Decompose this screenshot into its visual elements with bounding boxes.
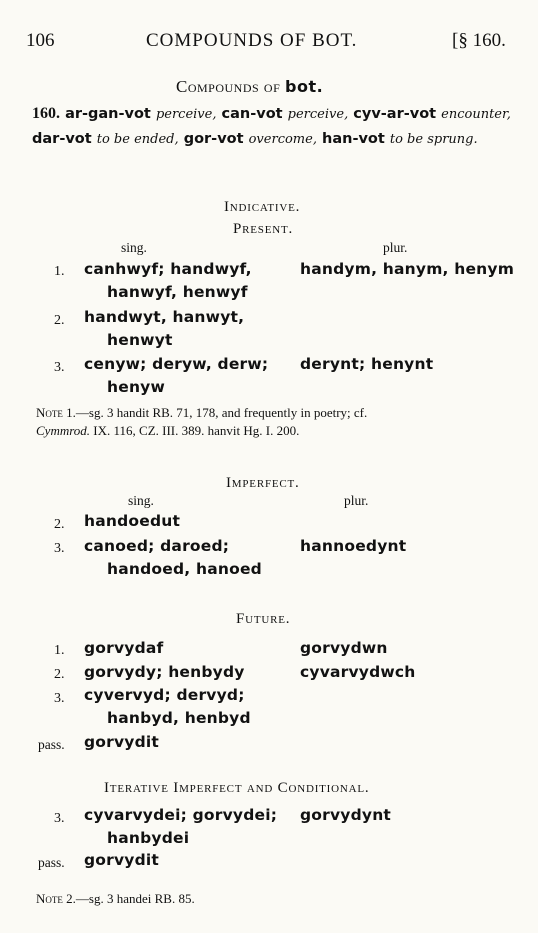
singular-form: canoed; daroed;: [84, 537, 230, 555]
section-title: [176, 77, 323, 97]
tense-heading-iterative: Iterative Imperfect and Conditional.: [104, 780, 370, 796]
person-number: 3.: [54, 811, 65, 826]
singular-form: handoedut: [84, 512, 181, 530]
plural-form: gorvydwn: [300, 639, 388, 657]
plural-form: handym, hanym, henym: [300, 260, 515, 278]
person-number: 1.: [54, 643, 65, 658]
compound-gloss: perceive,: [287, 107, 349, 122]
plural-form: gorvydynt: [300, 806, 392, 824]
note-2: [36, 890, 536, 908]
note-1: [36, 404, 536, 440]
compound-gloss: encounter,: [441, 107, 511, 122]
compound-form: ar-gan-vot: [65, 106, 151, 122]
singular-form-continued: hanwyf, henwyf: [107, 283, 248, 301]
person-number: 2.: [54, 667, 65, 682]
tense-heading-future: Future.: [236, 611, 291, 627]
plural-form: cyvarvydwch: [300, 663, 416, 681]
plural-form: hannoedynt: [300, 537, 407, 555]
passive-label: pass.: [38, 855, 65, 870]
note-text: —sg. 3 handit RB. 71, 178, and frequently in poetry; cf.: [75, 405, 368, 420]
note-citation-italic: Cymmrod.: [36, 423, 91, 438]
person-number: 3.: [54, 541, 65, 556]
singular-form: gorvydaf: [84, 639, 164, 657]
passive-form: gorvydit: [84, 733, 160, 751]
column-label-sing: sing.: [128, 493, 154, 508]
running-title: COMPOUNDS OF BOT.: [146, 30, 358, 51]
mood-heading: Indicative.: [224, 199, 301, 215]
column-label-plur: plur.: [344, 493, 369, 508]
singular-form-continued: handoed, hanoed: [107, 560, 262, 578]
note-label: Note 1.: [36, 405, 76, 420]
singular-form: cyvervyd; dervyd;: [84, 686, 245, 704]
singular-form: cyvarvydei; gorvydei;: [84, 806, 278, 824]
paragraph-number: 160.: [32, 105, 60, 122]
singular-form-continued: henwyt: [107, 331, 173, 349]
passive-label: pass.: [38, 737, 65, 752]
compound-gloss: to be ended,: [96, 132, 179, 147]
column-label-plur: plur.: [383, 240, 408, 255]
section-title-word: bot.: [285, 77, 324, 96]
compound-form: gor-vot: [183, 131, 244, 147]
person-number: 1.: [54, 264, 65, 279]
compound-gloss: overcome,: [248, 132, 317, 147]
compound-gloss: perceive,: [155, 107, 217, 122]
person-number: 3.: [54, 691, 65, 706]
compound-form: can-vot: [221, 106, 283, 122]
note-text: —sg. 3 handei RB. 85.: [75, 891, 195, 906]
person-number: 2.: [54, 313, 65, 328]
singular-form: cenyw; deryw, derw;: [84, 355, 269, 373]
intro-paragraph: [32, 101, 522, 152]
section-title-prefix: Compounds of: [176, 77, 281, 96]
column-label-sing: sing.: [121, 240, 147, 255]
person-number: 3.: [54, 360, 65, 375]
singular-form: canhwyf; handwyf,: [84, 260, 252, 278]
plural-form: derynt; henynt: [300, 355, 434, 373]
compound-form: han-vot: [322, 131, 385, 147]
note-text: IX. 116, CZ. III. 389. hanvit Hg. I. 200.: [90, 423, 300, 438]
note-label: Note 2.: [36, 891, 76, 906]
compound-form: cyv-ar-vot: [353, 106, 437, 122]
tense-heading-present: Present.: [233, 221, 294, 237]
singular-form: handwyt, hanwyt,: [84, 308, 245, 326]
singular-form-continued: henyw: [107, 378, 166, 396]
page-number: 106: [26, 30, 55, 51]
person-number: 2.: [54, 517, 65, 532]
compound-form: dar-vot: [32, 131, 92, 147]
singular-form-continued: hanbyd, henbyd: [107, 709, 251, 727]
tense-heading-imperfect: Imperfect.: [226, 475, 300, 491]
passive-form: gorvydit: [84, 851, 160, 869]
section-reference: [§ 160.: [452, 30, 506, 51]
compound-gloss: to be sprung.: [389, 132, 478, 147]
singular-form: gorvydy; henbydy: [84, 663, 245, 681]
singular-form-continued: hanbydei: [107, 829, 190, 847]
